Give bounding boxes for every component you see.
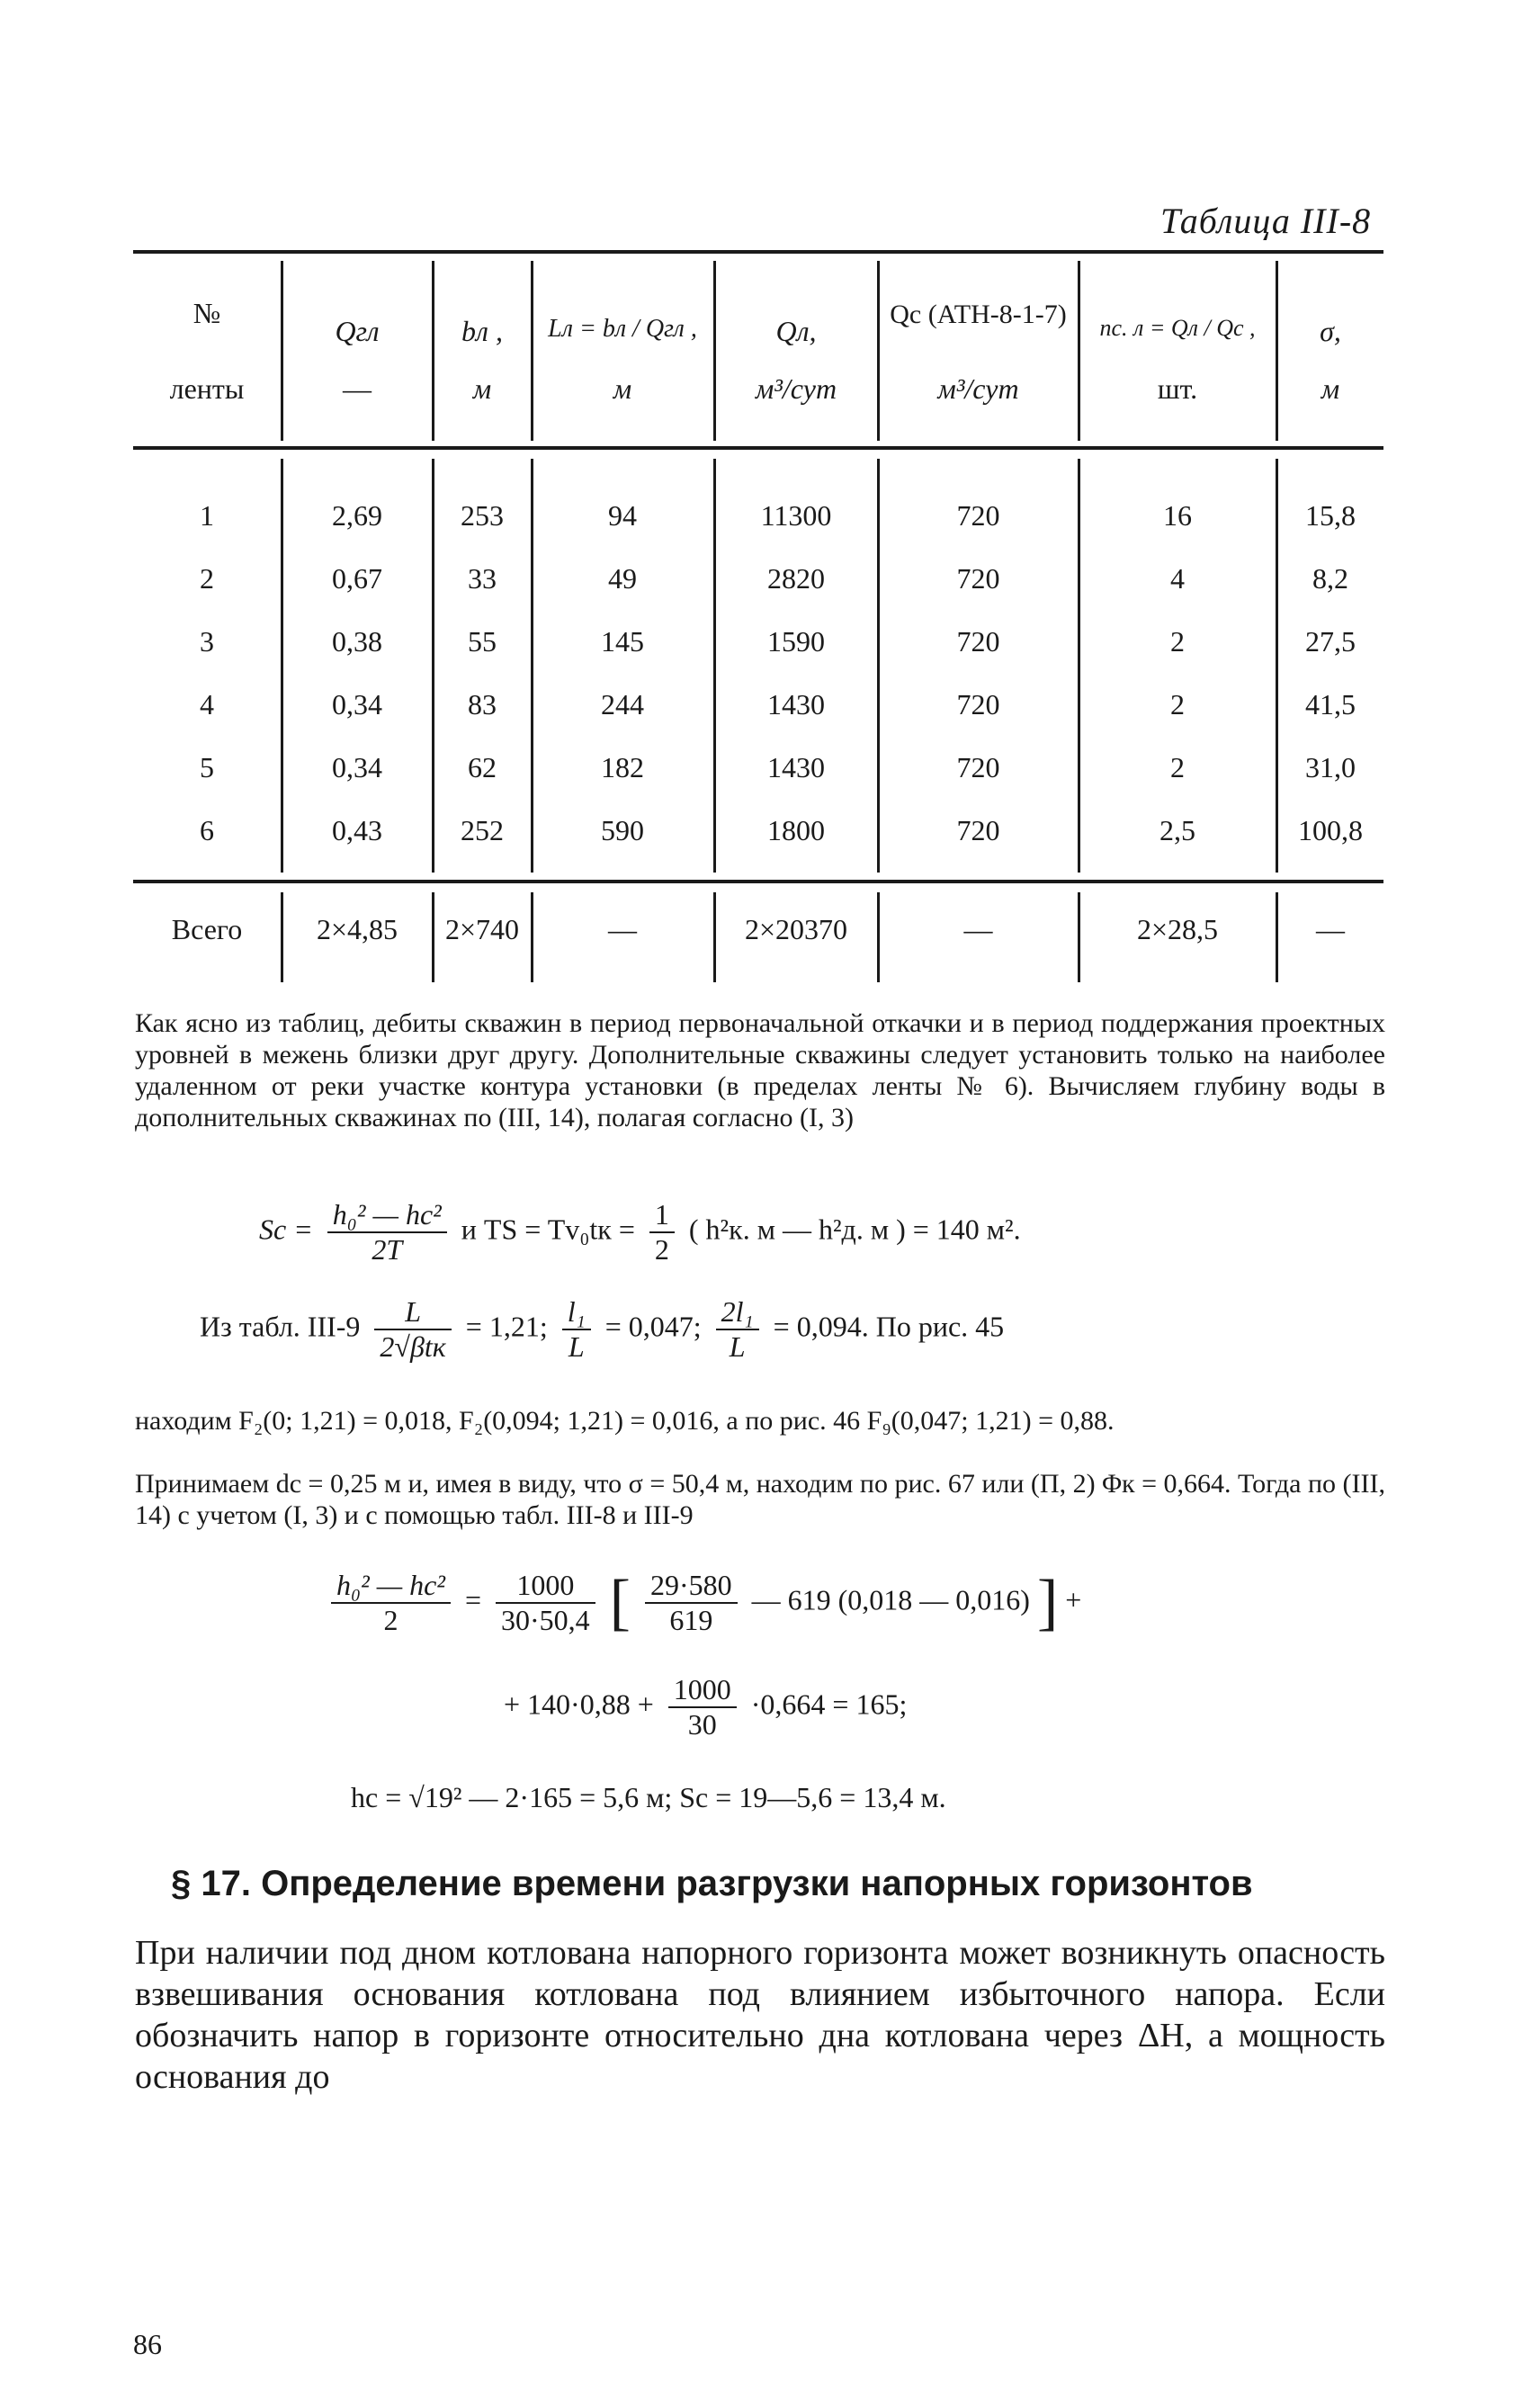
formula-text: = 0,094. По рис. 45 xyxy=(773,1310,1005,1343)
table-header-bottom: м xyxy=(613,372,632,405)
fraction-denominator: 2T xyxy=(372,1233,403,1266)
fraction xyxy=(668,1673,737,1741)
table-cell: 4 xyxy=(200,688,214,721)
table-cell: 33 xyxy=(468,562,497,595)
table-cell: 100,8 xyxy=(1298,814,1363,846)
table-cell: 2 xyxy=(200,562,214,595)
table-cell: 55 xyxy=(468,625,497,658)
table-cell: 720 xyxy=(956,814,1000,846)
table-header-top: Qл, xyxy=(775,315,817,347)
fraction-denominator: 2√βtк xyxy=(380,1330,446,1363)
table-cell: 0,34 xyxy=(332,751,382,783)
table-total-cell: 2×28,5 xyxy=(1136,913,1219,945)
fraction xyxy=(374,1295,451,1364)
formula-text: ( h²к. м — h²д. м ) = 140 м². xyxy=(688,1213,1021,1246)
table-cell: 244 xyxy=(601,688,644,721)
table-header-bottom: ленты xyxy=(169,372,245,405)
table-header-bottom: шт. xyxy=(1157,372,1198,405)
table-header-top: № xyxy=(192,297,221,329)
fraction-numerator: 1 xyxy=(649,1198,675,1233)
table-total-cell: 2×4,85 xyxy=(316,913,398,945)
table-cell: 2 xyxy=(1170,625,1185,658)
fraction-numerator: l₁ xyxy=(562,1295,591,1330)
fraction-denominator: 2 xyxy=(383,1604,398,1636)
table-total-cell: 2×20370 xyxy=(744,913,848,945)
table-cell: 15,8 xyxy=(1305,499,1356,532)
formula-text: = 1,21; xyxy=(465,1310,548,1343)
table-header-rule xyxy=(133,446,1383,450)
table-cell: 182 xyxy=(601,751,644,783)
fraction xyxy=(327,1198,447,1267)
fraction-denominator: L xyxy=(729,1330,746,1363)
table-cell: 0,43 xyxy=(332,814,382,846)
table-cell: 720 xyxy=(956,751,1000,783)
formula-1 xyxy=(259,1198,1021,1267)
table-top-rule xyxy=(133,250,1383,254)
paragraph: Принимаем dс = 0,25 м и, имея в виду, что σ = 50,4 м, находим по рис. 67 или (П, 2) Φк = 0,664. Тогда по (III, 14) с учетом (I, 3) и с помощью табл. III-8 и III-9 xyxy=(135,1469,1385,1530)
table-cell: 1430 xyxy=(767,751,825,783)
fraction-numerator: 2l₁ xyxy=(716,1295,759,1330)
fraction-denominator: L xyxy=(568,1330,585,1363)
table-vline xyxy=(281,261,283,441)
formula-text: + xyxy=(1065,1583,1082,1616)
table-header-top: Qгл xyxy=(335,315,380,347)
table-cell: 3 xyxy=(200,625,214,658)
table-header-top: Lл = bл / Qгл , xyxy=(548,315,697,343)
table-cell: 27,5 xyxy=(1305,625,1356,658)
table-cell: 41,5 xyxy=(1305,688,1356,721)
fraction xyxy=(562,1295,591,1364)
table-header-top: nс. л = Qл / Qс , xyxy=(1099,315,1256,341)
table-cell: 720 xyxy=(956,688,1000,721)
formula-2 xyxy=(200,1295,1004,1364)
table-total-cell: — xyxy=(1316,913,1345,945)
fraction xyxy=(496,1569,595,1637)
table-cell: 1 xyxy=(200,499,214,532)
table-cell: 8,2 xyxy=(1312,562,1348,595)
fraction-numerator: h₀² — hс² xyxy=(331,1569,451,1604)
formula-text: Из табл. III-9 xyxy=(200,1310,361,1343)
formula-text: Sс = xyxy=(259,1213,313,1246)
table-title: Таблица III-8 xyxy=(1160,201,1372,241)
table-cell: 94 xyxy=(608,499,637,532)
formula-text: = xyxy=(464,1583,482,1616)
table-cell: 62 xyxy=(468,751,497,783)
paragraph: Как ясно из таблиц, дебиты скважин в период первоначальной откачки и в период поддержания проектных уровней в межень близки друг другу. Дополнительные скважины следует установить только на наиболее удаленном от реки участке контура установки (в пределах ленты № 6). Вычисляем глубину воды в дополнительных скважинах по (III, 14), полагая согласно (I, 3) xyxy=(135,1008,1385,1132)
fraction xyxy=(716,1295,759,1364)
table-cell: 6 xyxy=(200,814,214,846)
paragraph: При наличии под дном котлована напорного горизонта может возникнуть опасность взвешивания основания котлована под влиянием избыточного напора. Если обозначить напор в горизонте относительно дна котлована через ΔH, а мощность основания до xyxy=(135,1934,1385,2096)
bracket-right: ] xyxy=(1036,1568,1059,1637)
table-header-top: σ, xyxy=(1320,315,1341,347)
table-cell: 2,5 xyxy=(1159,814,1195,846)
table-vline xyxy=(877,261,880,441)
formula-text: + 140·0,88 + xyxy=(504,1687,654,1721)
table-header-bottom: м³/сут xyxy=(755,372,837,405)
fraction-denominator: 30·50,4 xyxy=(501,1604,590,1636)
formula-text: и TS = Tv₀tк = xyxy=(461,1213,635,1246)
table-vline xyxy=(1276,261,1278,441)
fraction-numerator: 29·580 xyxy=(645,1569,738,1604)
table-vline xyxy=(531,261,533,441)
table-cell: 720 xyxy=(956,562,1000,595)
table-cell: 1800 xyxy=(767,814,825,846)
fraction-numerator: 1000 xyxy=(496,1569,595,1604)
table-cell: 83 xyxy=(468,688,497,721)
table-cell: 16 xyxy=(1163,499,1192,532)
fraction-denominator: 2 xyxy=(654,1233,669,1266)
table-cell: 31,0 xyxy=(1305,751,1356,783)
table-cell: 0,34 xyxy=(332,688,382,721)
table-header-bottom: м xyxy=(1321,372,1340,405)
formula-5: hс = √19² — 2·165 = 5,6 м; Sс = 19—5,6 = 13,4 м. xyxy=(351,1781,946,1813)
paragraph: находим F₂(0; 1,21) = 0,018, F₂(0,094; 1,21) = 0,016, а по рис. 46 F₉(0,047; 1,21) = 0,88. xyxy=(135,1406,1115,1436)
bracket-left: [ xyxy=(609,1568,631,1637)
table-total-cell: 2×740 xyxy=(444,913,520,945)
table-total-cell: — xyxy=(963,913,993,945)
fraction-denominator: 30 xyxy=(687,1708,717,1741)
formula-text: — 619 (0,018 — 0,016) xyxy=(751,1583,1030,1616)
fraction xyxy=(649,1198,675,1267)
fraction xyxy=(645,1569,738,1637)
table-cell: 253 xyxy=(461,499,504,532)
table-vline xyxy=(713,261,716,441)
table-cell: 252 xyxy=(461,814,504,846)
table-vline xyxy=(432,261,434,441)
table-cell: 2 xyxy=(1170,751,1185,783)
table-total-rule xyxy=(133,880,1383,883)
formula-4 xyxy=(504,1673,907,1741)
fraction-denominator: 619 xyxy=(669,1604,713,1636)
fraction-numerator: 1000 xyxy=(668,1673,737,1708)
table-header-bottom: м³/сут xyxy=(937,372,1019,405)
table-cell: 2,69 xyxy=(332,499,382,532)
table-cell: 1430 xyxy=(767,688,825,721)
fraction-numerator: h₀² — hс² xyxy=(327,1198,447,1233)
table-cell: 0,67 xyxy=(332,562,382,595)
table-cell: 4 xyxy=(1170,562,1185,595)
table-total-cell: — xyxy=(608,913,637,945)
table-cell: 145 xyxy=(601,625,644,658)
table-cell: 5 xyxy=(200,751,214,783)
table-header-bottom: — xyxy=(343,372,372,405)
table-cell: 11300 xyxy=(760,499,832,532)
table-header-bottom: м xyxy=(472,372,492,405)
table-cell: 590 xyxy=(601,814,644,846)
table-cell: 720 xyxy=(956,625,1000,658)
fraction-numerator: L xyxy=(374,1295,451,1330)
formula-text: = 0,047; xyxy=(604,1310,702,1343)
table-cell: 2820 xyxy=(767,562,825,595)
page-number: 86 xyxy=(133,2328,162,2360)
table-cell: 720 xyxy=(956,499,1000,532)
table-cell: 1590 xyxy=(767,625,825,658)
table-vline xyxy=(1078,261,1080,441)
table-cell: 49 xyxy=(608,562,637,595)
formula-3 xyxy=(324,1567,1081,1639)
formula-text: ·0,664 = 165; xyxy=(750,1687,908,1721)
table-total-cell: Всего xyxy=(171,913,243,945)
table-cell: 2 xyxy=(1170,688,1185,721)
table-header-top: Qс (АТН-8-1-7) xyxy=(890,300,1067,329)
table-cell: 0,38 xyxy=(332,625,382,658)
fraction xyxy=(331,1569,451,1637)
table-header-top: bл , xyxy=(461,315,503,347)
section-heading: § 17. Определение времени разгрузки напорных горизонтов xyxy=(171,1864,1253,1903)
